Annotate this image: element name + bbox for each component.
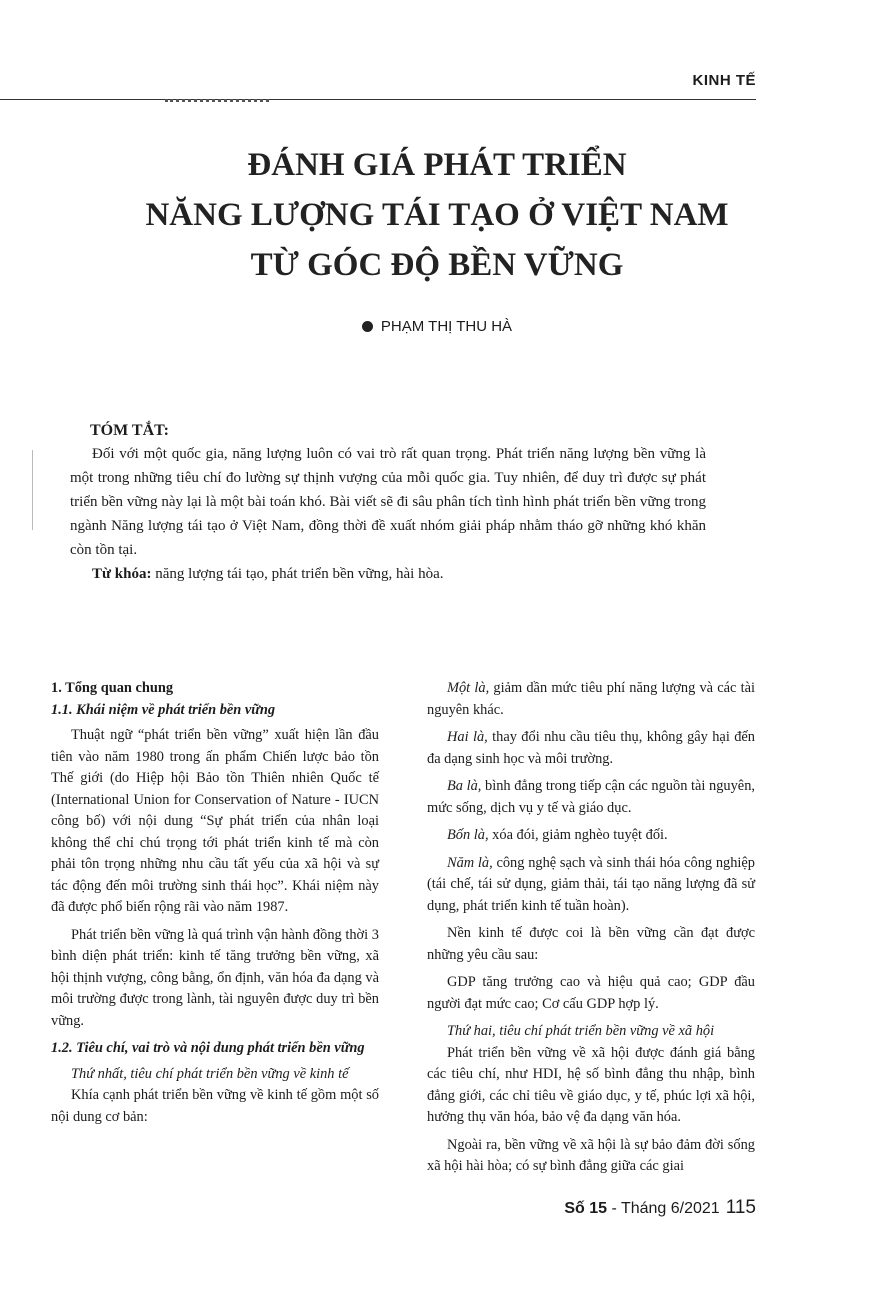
title-line-3: TỪ GÓC ĐỘ BỀN VỮNG <box>250 247 624 283</box>
paragraph: Ngoài ra, bền vững về xã hội là sự bảo đảm đời sống xã hội hài hòa; có sự bình đẳng giữa các giai <box>427 1136 755 1174</box>
title-line-1: ĐÁNH GIÁ PHÁT TRIỂN <box>247 147 627 183</box>
list-item-lead: Bốn là, <box>447 827 489 843</box>
paragraph: GDP tăng trưởng cao và hiệu quả cao; GDP đầu người đạt mức cao; Cơ cấu GDP hợp lý. <box>427 974 755 1012</box>
list-item-lead: Năm là, <box>447 854 493 871</box>
criteria-heading-economic: Thứ nhất, tiêu chí phát triển bền vững về kinh tế <box>71 1065 349 1082</box>
margin-line <box>32 450 33 530</box>
paragraph: Nền kinh tế được coi là bền vững cần đạt được những yêu cầu sau: <box>427 925 755 963</box>
page-number: 115 <box>725 1197 756 1218</box>
list-item-text: giảm dần mức tiêu phí năng lượng và các tài nguyên khác. <box>427 680 756 718</box>
list-item-text: thay đổi nhu cầu tiêu thụ, không gây hại đến đa dạng sinh học và môi trường. <box>427 729 755 767</box>
list-item <box>427 776 755 819</box>
subsection-heading-1-2: 1.2. Tiêu chí, vai trò và nội dung phát triển bền vững <box>51 1040 365 1056</box>
paragraph: Phát triển bền vững về xã hội được đánh giá bằng các tiêu chí, như HDI, hệ số bình đẳng thu nhập, bình đẳng giới, các chỉ tiêu về giáo dục, y tế, phúc lợi xã hội, hưởng thụ văn hóa, bảo vệ đa dạng văn hóa. <box>427 1044 755 1125</box>
list-item-lead: Hai là, <box>447 729 488 745</box>
list-item-text: công nghệ sạch và sinh thái hóa công nghiệp (tái chế, tái sử dụng, giảm thải, tái tạo năng lượng đã sử dụng, phát triển kinh tế tuần hoàn). <box>427 854 756 914</box>
abstract-heading: TÓM TẮT: <box>90 422 169 439</box>
article-title <box>0 140 874 290</box>
page-footer <box>564 1197 756 1219</box>
list-item-text: xóa đói, giảm nghèo tuyệt đối. <box>488 827 668 843</box>
section-label: KINH TẾ <box>692 72 756 89</box>
paragraph: Phát triển bền vững là quá trình vận hành đồng thời 3 bình diện phát triển: kinh tế tăng trưởng bền vững, xã hội thịnh vượng, công bằng, ổn định, văn hóa đa dạng và môi trường được trong lành, tài nguyên được duy trì bền vững. <box>51 926 379 1029</box>
list-item-lead: Một là, <box>447 680 490 696</box>
header-rule-accent <box>165 99 269 105</box>
list-item <box>427 825 755 847</box>
author-name: PHẠM THỊ THU HÀ <box>380 318 513 335</box>
issue-date: - Tháng 6/2021 <box>607 1200 720 1217</box>
issue-number: Số 15 <box>564 1200 608 1217</box>
list-item-lead: Ba là, <box>447 778 482 794</box>
list-item <box>427 727 755 770</box>
section-heading-1: 1. Tổng quan chung <box>51 680 174 696</box>
criteria-heading-social: Thứ hai, tiêu chí phát triển bền vững về xã hội <box>447 1023 715 1039</box>
abstract-body: Đối với một quốc gia, năng lượng luôn có vai trò rất quan trọng. Phát triển năng lượng bền vững là một trong những tiêu chí đo lường sự thịnh vượng của mỗi quốc gia. Tuy nhiên, để duy trì được sự phát triển bền vững này lại là một bài toán khó. Bài viết sẽ đi sâu phân tích tình hình phát triển bền vững trong ngành Năng lượng tái tạo ở Việt Nam, đồng thời đề xuất nhóm giải pháp nhằm tháo gỡ những khó khăn còn tồn tại. <box>70 446 706 558</box>
header-rule <box>0 99 756 100</box>
list-item <box>427 678 755 721</box>
list-item <box>427 853 755 918</box>
right-column <box>427 678 755 1184</box>
abstract <box>70 422 706 586</box>
keywords <box>70 562 706 586</box>
paragraph: Thuật ngữ “phát triển bền vững” xuất hiện lần đầu tiên vào năm 1980 trong ấn phẩm Chiến lược bảo tồn Thế giới (do Hiệp hội Bảo tồn Thiên nhiên Quốc tế (International Union for Conservation of Nature - IUCN công bố) với nội dung “Sự phát triển của nhân loại không thể chỉ chú trọng tới phát triển kinh tế mà còn phải tôn trọng những nhu cầu tất yếu của xã hội và sự tác động đến môi trường sinh thái học”. Khái niệm này đã được phổ biến rộng rãi vào năm 1987. <box>51 727 379 915</box>
keywords-label: Từ khóa: <box>92 566 152 582</box>
title-line-2: NĂNG LƯỢNG TÁI TẠO Ở VIỆT NAM <box>145 197 729 233</box>
bullet-icon <box>362 321 373 332</box>
paragraph: Khía cạnh phát triển bền vững về kinh tế gồm một số nội dung cơ bản: <box>51 1087 379 1125</box>
list-item-text: bình đẳng trong tiếp cận các nguồn tài nguyên, mức sống, dịch vụ y tế và giáo dục. <box>427 778 755 816</box>
subsection-heading-1-1: 1.1. Khái niệm về phát triển bền vững <box>51 701 276 718</box>
author-byline <box>0 318 874 335</box>
keywords-text: năng lượng tái tạo, phát triển bền vững, hài hòa. <box>155 566 444 582</box>
left-column <box>51 678 379 1134</box>
